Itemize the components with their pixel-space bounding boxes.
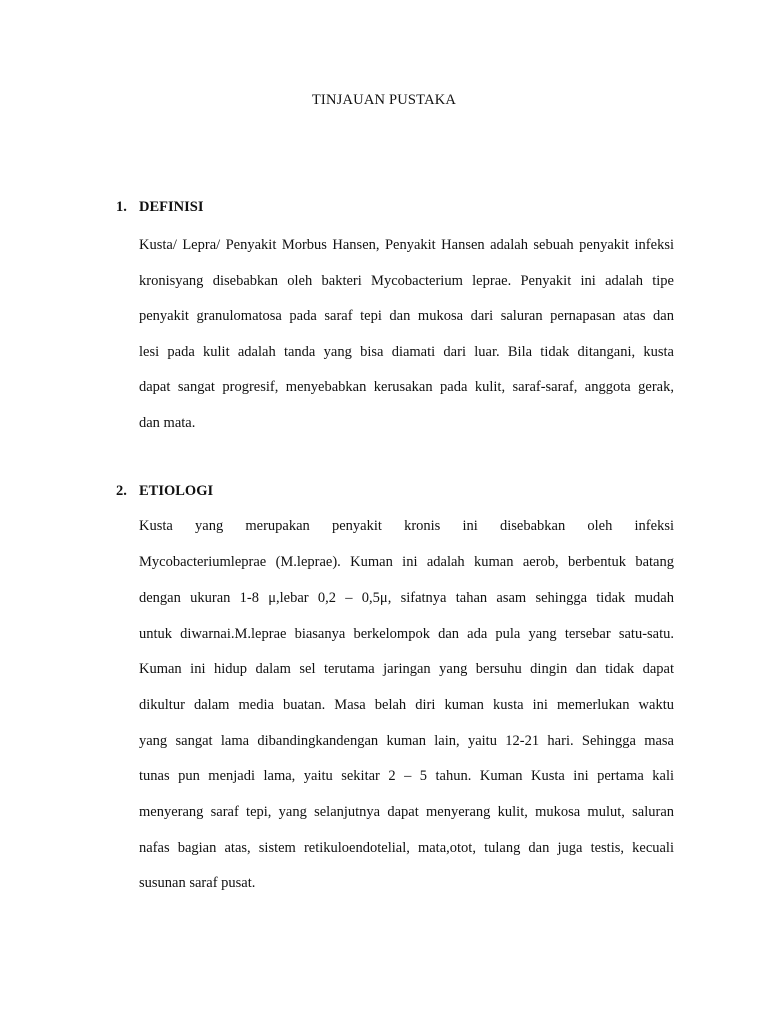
- paragraph-line: kronisyang disebabkan oleh bakteri Mycobacterium leprae. Penyakit ini adalah tipe: [139, 273, 674, 289]
- paragraph-line: Kuman ini hidup dalam sel terutama jaringan yang bersuhu dingin dan tidak dapat: [139, 661, 674, 677]
- paragraph-line: susunan saraf pusat.: [139, 875, 256, 891]
- paragraph-line: Kusta/ Lepra/ Penyakit Morbus Hansen, Penyakit Hansen adalah sebuah penyakit infeksi: [139, 237, 674, 253]
- section-number: 1.: [116, 199, 127, 215]
- paragraph-line: dikultur dalam media buatan. Masa belah diri kuman kusta ini memerlukan waktu: [139, 697, 674, 713]
- paragraph-line: nafas bagian atas, sistem retikuloendotelial, mata,otot, tulang dan juga testis, kecuali: [139, 840, 674, 856]
- paragraph-line: dapat sangat progresif, menyebabkan kerusakan pada kulit, saraf-saraf, anggota gerak,: [139, 379, 674, 395]
- paragraph-line: untuk diwarnai.M.leprae biasanya berkelompok dan ada pula yang tersebar satu-satu.: [139, 626, 674, 642]
- page-title: TINJAUAN PUSTAKA: [311, 92, 457, 108]
- section-number: 2.: [116, 483, 127, 499]
- section-title: DEFINISI: [139, 199, 204, 215]
- paragraph-line: dengan ukuran 1-8 μ,lebar 0,2 – 0,5μ, sifatnya tahan asam sehingga tidak mudah: [139, 590, 674, 606]
- paragraph-line: penyakit granulomatosa pada saraf tepi dan mukosa dari saluran pernapasan atas dan: [139, 308, 674, 324]
- paragraph-line: menyerang saraf tepi, yang selanjutnya dapat menyerang kulit, mukosa mulut, saluran: [139, 804, 674, 820]
- section-heading-etiologi: [116, 483, 213, 500]
- section-title: ETIOLOGI: [139, 483, 214, 499]
- section-heading-definisi: [116, 199, 203, 216]
- paragraph-line: lesi pada kulit adalah tanda yang bisa diamati dari luar. Bila tidak ditangani, kusta: [139, 344, 674, 360]
- paragraph-line: Mycobacteriumleprae (M.leprae). Kuman ini adalah kuman aerob, berbentuk batang: [139, 554, 674, 570]
- paragraph-line: dan mata.: [139, 415, 196, 431]
- paragraph-line: yang sangat lama dibandingkandengan kuman lain, yaitu 12-21 hari. Sehingga masa: [139, 733, 674, 749]
- paragraph-line: tunas pun menjadi lama, yaitu sekitar 2 – 5 tahun. Kuman Kusta ini pertama kali: [139, 768, 674, 784]
- paragraph-line: Kusta yang merupakan penyakit kronis ini disebabkan oleh infeksi: [139, 518, 674, 534]
